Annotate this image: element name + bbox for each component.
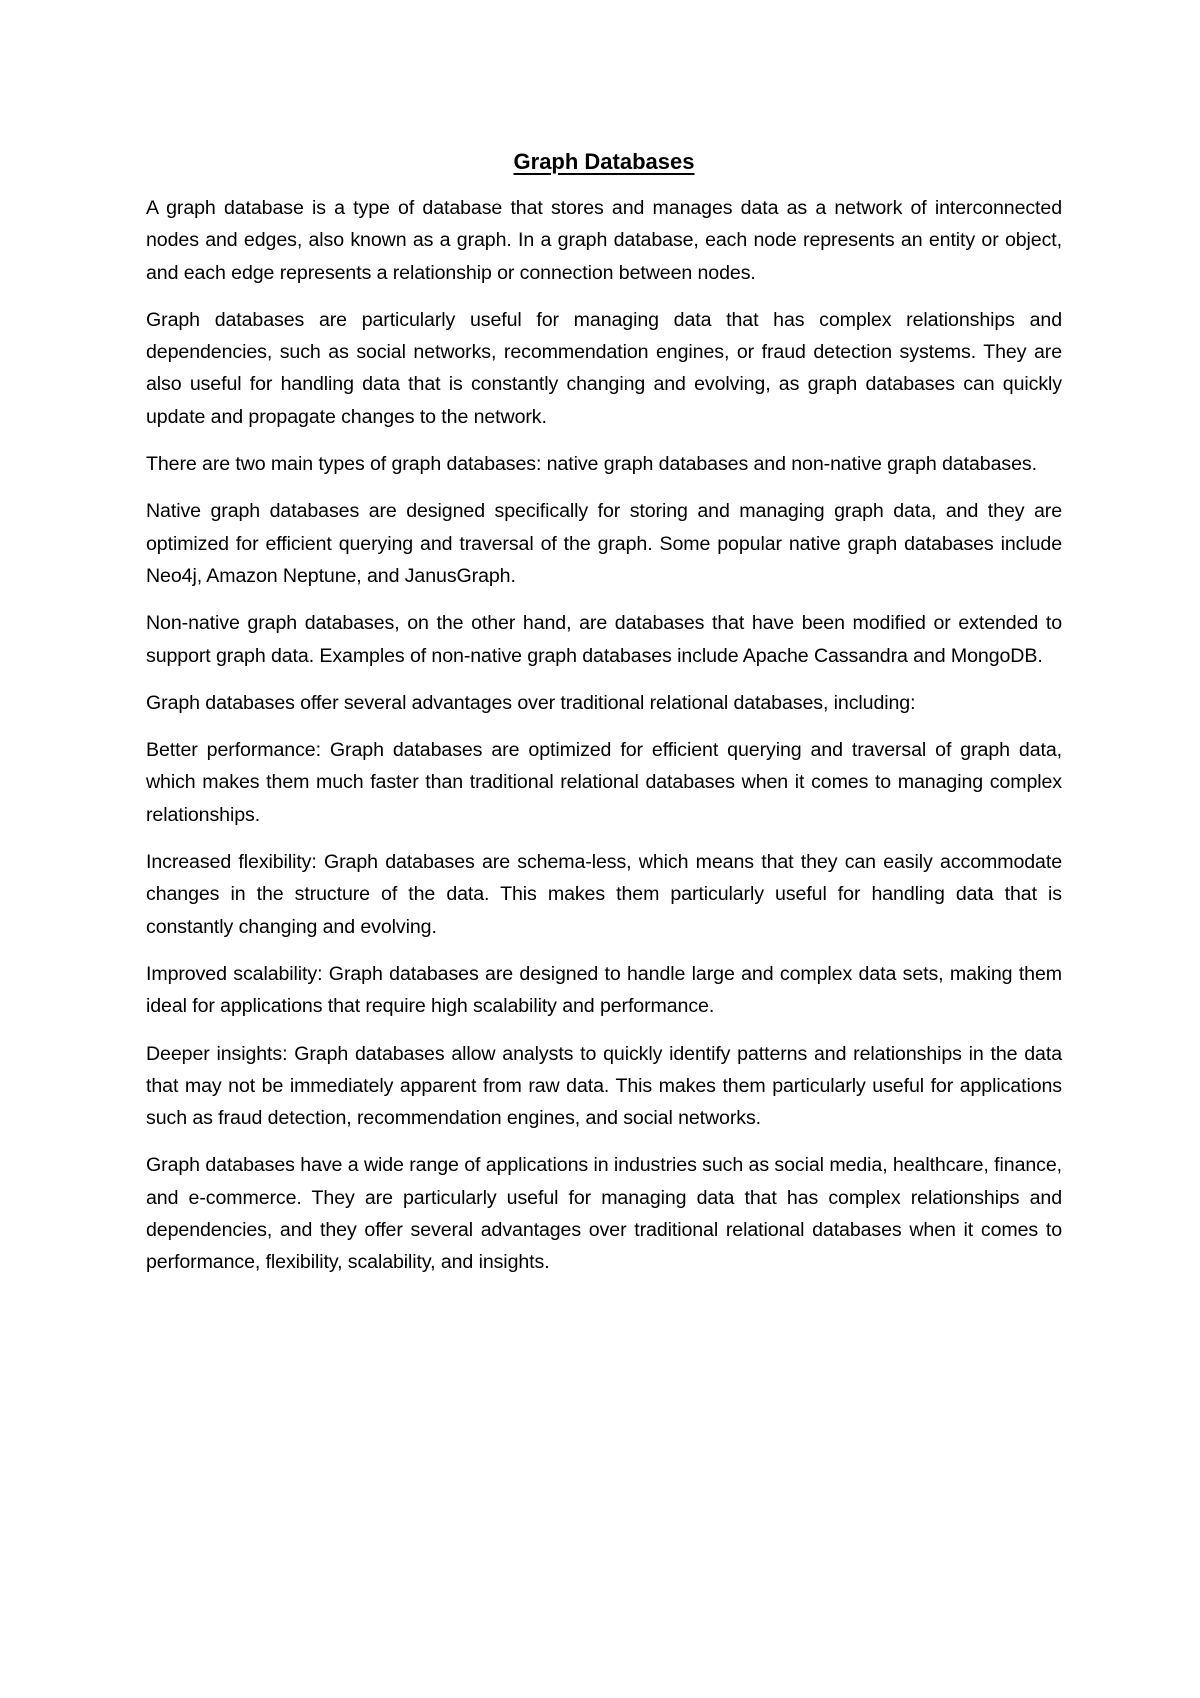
paragraph-use-cases: Graph databases are particularly useful for managing data that has complex relationships and dependencies, such as social networks, recommendation engines, or fraud detection systems. They are also useful for handling data that is constantly changing and evolving, as graph databases can quickly update and propagate changes to the network. bbox=[146, 308, 1062, 428]
paragraph-better-performance: Better performance: Graph databases are optimized for efficient querying and traversal of graph data, which makes them much faster than traditional relational databases when it comes to managing complex relationships. bbox=[146, 739, 1062, 826]
document-title: Graph Databases bbox=[513, 149, 695, 174]
paragraph-native: Native graph databases are designed specifically for storing and managing graph data, and they are optimized for efficient querying and traversal of the graph. Some popular native graph databases include Neo4j, Amazon Neptune, and JanusGraph. bbox=[146, 500, 1062, 587]
paragraph-definition: A graph database is a type of database that stores and manages data as a network of interconnected nodes and edges, also known as a graph. In a graph database, each node represents an entity or object, and each edge represents a relationship or connection between nodes. bbox=[146, 197, 1062, 284]
paragraph-improved-scalability: Improved scalability: Graph databases are designed to handle large and complex data sets, making them ideal for applications that require high scalability and performance. bbox=[146, 962, 1062, 1018]
paragraph-deeper-insights: Deeper insights: Graph databases allow analysts to quickly identify patterns and relationships in the data that may not be immediately apparent from raw data. This makes them particularly useful for applications such as fraud detection, recommendation engines, and social networks. bbox=[146, 1042, 1062, 1130]
paragraph-applications: Graph databases have a wide range of applications in industries such as social media, healthcare, finance, and e-commerce. They are particularly useful for managing data that has complex relationships and dependencies, and they offer several advantages over traditional relational databases when it comes to performance, flexibility, scalability, and insights. bbox=[146, 1154, 1062, 1274]
paragraph-increased-flexibility: Increased flexibility: Graph databases are schema-less, which means that they can easily accommodate changes in the structure of the data. This makes them particularly useful for handling data that is constantly changing and evolving. bbox=[146, 851, 1062, 938]
paragraph-advantages-intro: Graph databases offer several advantages over traditional relational databases, including: bbox=[146, 691, 916, 714]
paragraph-types: There are two main types of graph databases: native graph databases and non-native graph databases. bbox=[146, 453, 1037, 476]
paragraph-non-native: Non-native graph databases, on the other hand, are databases that have been modified or extended to support graph data. Examples of non-native graph databases include Apache Cassandra and MongoDB. bbox=[146, 612, 1062, 667]
document-page bbox=[146, 146, 1062, 1294]
